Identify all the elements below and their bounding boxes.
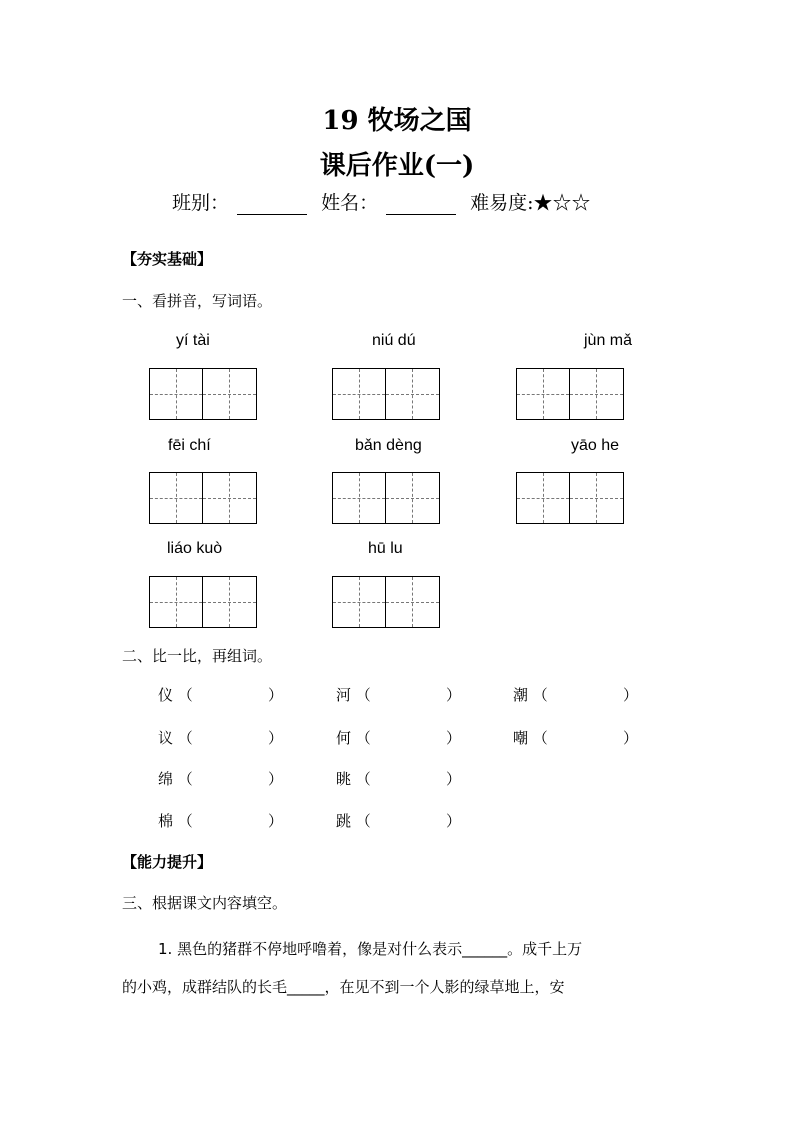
- paragraph-line: 的小鸡，成群结队的长毛_____，在见不到一个人影的绿草地上，安: [122, 978, 565, 996]
- pinyin-label: yāo he: [571, 437, 620, 454]
- pinyin-label: hū lu: [368, 540, 403, 557]
- question-2-prompt: 二、比一比，再组词。: [122, 647, 273, 665]
- paragraph-line: 1. 黑色的猪群不停地呼噜着，像是对什么表示______。成千上万: [158, 940, 583, 958]
- name-label: 姓名：: [321, 192, 379, 214]
- compare-item[interactable]: 绵 （: [158, 770, 193, 788]
- writing-grid[interactable]: [149, 472, 257, 524]
- close-paren: ）: [623, 729, 639, 747]
- pinyin-label: liáo kuò: [167, 540, 223, 557]
- close-paren: ）: [268, 770, 284, 788]
- section-heading-basics: 【夯实基础】: [122, 250, 213, 268]
- writing-grid[interactable]: [516, 368, 624, 420]
- close-paren: ）: [446, 729, 462, 747]
- close-paren: ）: [446, 812, 462, 830]
- pinyin-label: fēi chí: [168, 437, 211, 454]
- compare-item[interactable]: 潮 （: [513, 686, 548, 704]
- page-subtitle: 课后作业(一): [319, 151, 475, 181]
- close-paren: ）: [446, 770, 462, 788]
- compare-item[interactable]: 嘲 （: [513, 729, 548, 747]
- close-paren: ）: [268, 812, 284, 830]
- question-3-prompt: 三、根据课文内容填空。: [122, 894, 288, 912]
- writing-grid[interactable]: [332, 576, 440, 628]
- close-paren: ）: [623, 686, 639, 704]
- difficulty-label: 难易度:★☆☆: [470, 192, 591, 214]
- compare-item[interactable]: 棉 （: [158, 812, 193, 830]
- student-info-line: [172, 188, 591, 215]
- writing-grid[interactable]: [332, 368, 440, 420]
- compare-item[interactable]: 何 （: [336, 729, 371, 747]
- compare-item[interactable]: 议 （: [158, 729, 193, 747]
- pinyin-label: jùn mǎ: [584, 332, 633, 349]
- class-label: 班别：: [172, 192, 230, 214]
- page-title: 19 牧场之国: [322, 106, 472, 136]
- compare-item[interactable]: 跳 （: [336, 812, 371, 830]
- compare-item[interactable]: 眺 （: [336, 770, 371, 788]
- writing-grid[interactable]: [332, 472, 440, 524]
- question-1-prompt: 一、看拼音，写词语。: [122, 292, 273, 310]
- name-blank[interactable]: [386, 194, 456, 215]
- compare-item[interactable]: 仪 （: [158, 686, 193, 704]
- pinyin-label: yí tài: [176, 332, 210, 349]
- section-heading-ability: 【能力提升】: [122, 853, 213, 871]
- pinyin-label: niú dú: [372, 332, 416, 349]
- class-blank[interactable]: [237, 194, 307, 215]
- close-paren: ）: [268, 729, 284, 747]
- writing-grid[interactable]: [149, 368, 257, 420]
- writing-grid[interactable]: [516, 472, 624, 524]
- close-paren: ）: [446, 686, 462, 704]
- writing-grid[interactable]: [149, 576, 257, 628]
- compare-item[interactable]: 河 （: [336, 686, 371, 704]
- pinyin-label: bǎn dèng: [355, 437, 422, 454]
- close-paren: ）: [268, 686, 284, 704]
